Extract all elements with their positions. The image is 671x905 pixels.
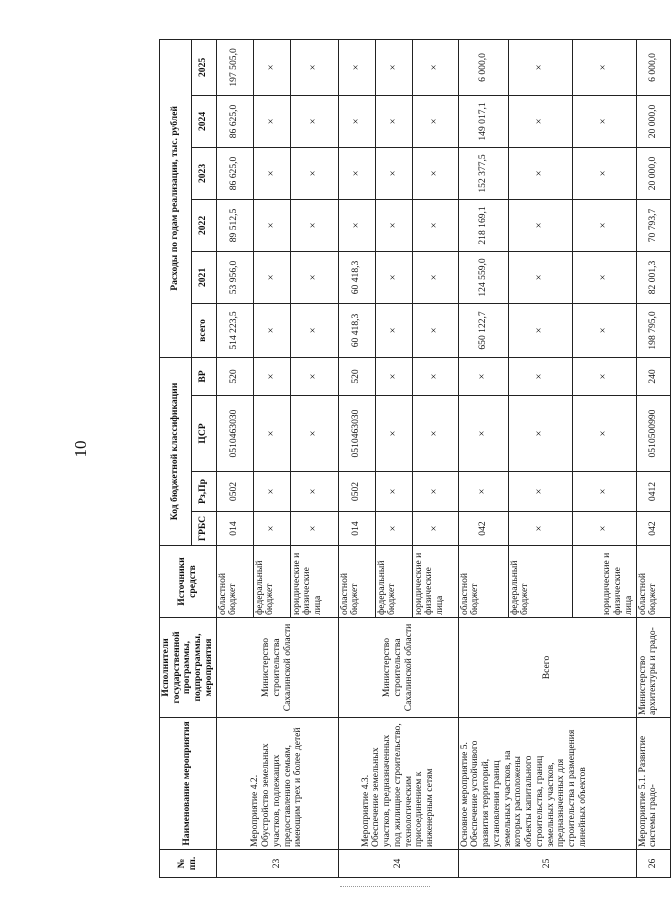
table-row <box>338 39 375 877</box>
total-cell: × <box>253 303 290 357</box>
header-2022: 2022 <box>192 199 217 251</box>
y2021-cell: 60 418,3 <box>338 251 375 303</box>
total-cell: × <box>572 303 636 357</box>
header-executor: Исполнители государственной программы, подпрограммы, мероприятия <box>160 618 217 718</box>
rotated-table-container <box>159 40 659 878</box>
y2024-cell: × <box>572 95 636 147</box>
y2025-cell: × <box>572 39 636 95</box>
funding-source: областной бюджет <box>636 546 670 618</box>
header-expenses: Расходы по годам реализации, тыс. рублей <box>160 39 192 357</box>
activity-name: Мероприятие 4.2. Обустройство земельных участков, подлежащих предоставлению семьям, имеющим трех и более детей <box>216 718 338 850</box>
budget-table <box>159 39 671 878</box>
total-cell: × <box>375 303 412 357</box>
y2022-cell: × <box>253 199 290 251</box>
rzpr-cell: × <box>253 472 290 512</box>
y2025-cell: × <box>412 39 458 95</box>
rzpr-cell: × <box>375 472 412 512</box>
table-row <box>216 39 253 877</box>
y2023-cell: × <box>412 147 458 199</box>
executor: Министерство строительства Сахалинской области <box>216 618 338 718</box>
vr-cell: × <box>572 357 636 395</box>
y2023-cell: × <box>375 147 412 199</box>
funding-source: юридические и физические лица <box>412 546 458 618</box>
vr-cell: × <box>253 357 290 395</box>
header-sources: Источники средств <box>160 546 217 618</box>
rzpr-cell: 0502 <box>216 472 253 512</box>
total-cell: × <box>508 303 572 357</box>
row-number: 26 <box>636 850 670 878</box>
csr-cell: × <box>375 396 412 472</box>
header-2023: 2023 <box>192 147 217 199</box>
y2024-cell: × <box>290 95 338 147</box>
vr-cell: × <box>375 357 412 395</box>
y2024-cell: × <box>412 95 458 147</box>
executor: Министерство строительства Сахалинской области <box>338 618 458 718</box>
y2021-cell: × <box>253 251 290 303</box>
total-cell: 514 223,5 <box>216 303 253 357</box>
grbs-cell: 042 <box>458 512 508 546</box>
rzpr-cell: × <box>508 472 572 512</box>
y2022-cell: × <box>412 199 458 251</box>
csr-cell: × <box>290 396 338 472</box>
header-budget-code: Код бюджетной классификации <box>160 357 192 545</box>
y2022-cell: 89 512,5 <box>216 199 253 251</box>
table-row <box>458 39 508 877</box>
header-csr: ЦСР <box>192 396 217 472</box>
y2022-cell: × <box>338 199 375 251</box>
funding-source: юридические и физические лица <box>290 546 338 618</box>
header-total: всего <box>192 303 217 357</box>
y2024-cell: 149 017,1 <box>458 95 508 147</box>
y2022-cell: × <box>290 199 338 251</box>
y2022-cell: × <box>572 199 636 251</box>
y2021-cell: × <box>508 251 572 303</box>
header-2021: 2021 <box>192 251 217 303</box>
grbs-cell: × <box>412 512 458 546</box>
csr-cell: 0510500990 <box>636 396 670 472</box>
y2023-cell: × <box>253 147 290 199</box>
y2023-cell: × <box>290 147 338 199</box>
y2022-cell: 218 169,1 <box>458 199 508 251</box>
rzpr-cell: × <box>458 472 508 512</box>
csr-cell: × <box>572 396 636 472</box>
grbs-cell: 042 <box>636 512 670 546</box>
grbs-cell: × <box>508 512 572 546</box>
y2025-cell: × <box>253 39 290 95</box>
executor: Министерство архитектуры и градо- <box>636 618 670 718</box>
rzpr-cell: × <box>290 472 338 512</box>
activity-name: Мероприятие 4.3. Обеспечение земельных участков, предназначенных под жилищное строительство, технологическим присоединением к инженерным сетям <box>338 718 458 850</box>
y2025-cell: 197 505,0 <box>216 39 253 95</box>
activity-name: Мероприятие 5.1. Развитие системы градо- <box>636 718 670 850</box>
csr-cell: 0510463030 <box>216 396 253 472</box>
y2021-cell: 82 001,3 <box>636 251 670 303</box>
activity-name: Основное мероприятие 5. Обеспечение устойчивого развития территорий, установления границ земельных участков, на которых расположены объекты капитального строительства, границ земельных участков, предназначенных для строительства и размещения линейных объектов <box>458 718 636 850</box>
vr-cell: 240 <box>636 357 670 395</box>
y2024-cell: 86 625,0 <box>216 95 253 147</box>
header-rzpr: Рз,Пр <box>192 472 217 512</box>
page-number: 10 <box>71 440 90 458</box>
vr-cell: × <box>458 357 508 395</box>
grbs-cell: × <box>375 512 412 546</box>
vr-cell: × <box>508 357 572 395</box>
y2023-cell: 20 000,0 <box>636 147 670 199</box>
header-grbs: ГРБС <box>192 512 217 546</box>
y2024-cell: × <box>508 95 572 147</box>
row-number: 23 <box>216 850 338 878</box>
funding-source: областной бюджет <box>216 546 253 618</box>
csr-cell: × <box>458 396 508 472</box>
csr-cell: 0510463030 <box>338 396 375 472</box>
y2023-cell: × <box>572 147 636 199</box>
csr-cell: × <box>253 396 290 472</box>
total-cell: × <box>290 303 338 357</box>
y2023-cell: 86 625,0 <box>216 147 253 199</box>
executor: Всего <box>458 618 636 718</box>
funding-source: областной бюджет <box>338 546 375 618</box>
y2024-cell: 20 000,0 <box>636 95 670 147</box>
rzpr-cell: × <box>412 472 458 512</box>
grbs-cell: 014 <box>338 512 375 546</box>
vr-cell: × <box>290 357 338 395</box>
y2024-cell: × <box>338 95 375 147</box>
funding-source: юридические и физические лица <box>572 546 636 618</box>
y2025-cell: 6 000,0 <box>636 39 670 95</box>
y2024-cell: × <box>375 95 412 147</box>
rzpr-cell: 0412 <box>636 472 670 512</box>
total-cell: 650 122,7 <box>458 303 508 357</box>
y2021-cell: × <box>375 251 412 303</box>
vr-cell: × <box>412 357 458 395</box>
vr-cell: 520 <box>216 357 253 395</box>
scan-artifact-dots <box>340 886 430 887</box>
grbs-cell: × <box>290 512 338 546</box>
y2022-cell: × <box>375 199 412 251</box>
csr-cell: × <box>508 396 572 472</box>
y2021-cell: × <box>290 251 338 303</box>
header-vr: ВР <box>192 357 217 395</box>
y2023-cell: × <box>338 147 375 199</box>
grbs-cell: × <box>253 512 290 546</box>
y2023-cell: 152 377,5 <box>458 147 508 199</box>
y2024-cell: × <box>253 95 290 147</box>
rzpr-cell: 0502 <box>338 472 375 512</box>
header-name: Наименование мероприятия <box>160 718 217 850</box>
funding-source: федеральный бюджет <box>508 546 572 618</box>
row-number: 24 <box>338 850 458 878</box>
total-cell: 198 795,0 <box>636 303 670 357</box>
y2023-cell: × <box>508 147 572 199</box>
grbs-cell: × <box>572 512 636 546</box>
y2025-cell: × <box>338 39 375 95</box>
y2021-cell: 124 559,0 <box>458 251 508 303</box>
y2025-cell: × <box>508 39 572 95</box>
header-num: № пп. <box>160 850 217 878</box>
vr-cell: 520 <box>338 357 375 395</box>
y2025-cell: × <box>290 39 338 95</box>
rzpr-cell: × <box>572 472 636 512</box>
y2022-cell: 70 793,7 <box>636 199 670 251</box>
table-body <box>216 39 670 877</box>
y2022-cell: × <box>508 199 572 251</box>
y2021-cell: 53 956,0 <box>216 251 253 303</box>
grbs-cell: 014 <box>216 512 253 546</box>
row-number: 25 <box>458 850 636 878</box>
header-2025: 2025 <box>192 39 217 95</box>
y2025-cell: 6 000,0 <box>458 39 508 95</box>
total-cell: 60 418,3 <box>338 303 375 357</box>
table-row <box>636 39 670 877</box>
funding-source: федеральный бюджет <box>375 546 412 618</box>
funding-source: федеральный бюджет <box>253 546 290 618</box>
csr-cell: × <box>412 396 458 472</box>
y2021-cell: × <box>412 251 458 303</box>
total-cell: × <box>412 303 458 357</box>
y2021-cell: × <box>572 251 636 303</box>
header-2024: 2024 <box>192 95 217 147</box>
funding-source: областной бюджет <box>458 546 508 618</box>
y2025-cell: × <box>375 39 412 95</box>
